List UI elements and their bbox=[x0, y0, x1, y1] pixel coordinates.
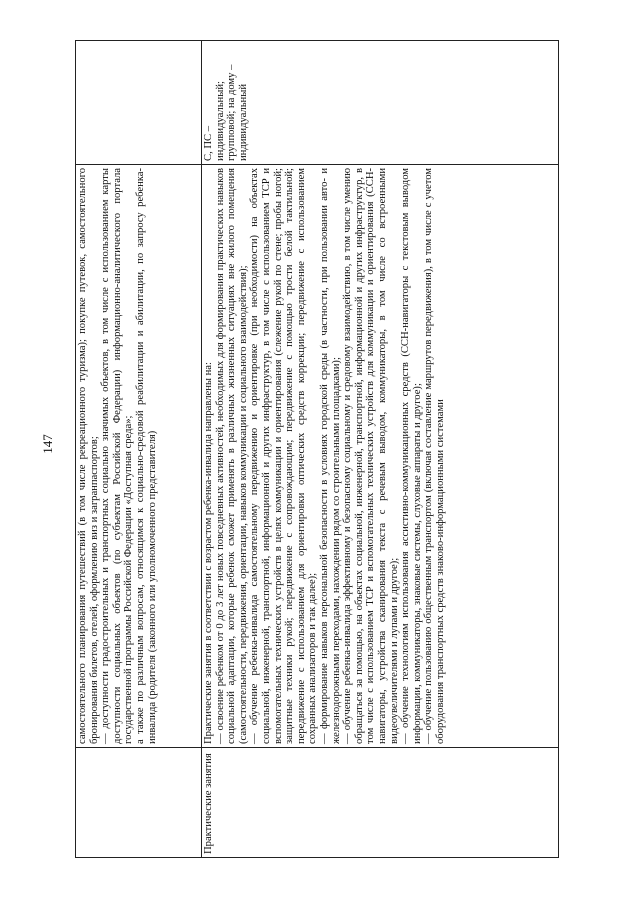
paragraph: — обучение пользованию общественным транспортом (включая составление маршрутов передвижения), в том числе с учетом оборудования транспортных средств знаково-информационными системами bbox=[423, 168, 446, 744]
paragraph: — доступности градостроительных и транспортных социально значимых объектов, в том числе с использованием карты доступности социальных объектов (по субъектам Российской Федерации) информационно-аналитического портала государственной программы Российской Федерации «Доступная среда»; bbox=[100, 168, 135, 744]
paragraph: — обучение технологиям использования ассистивно-коммуникационных средств (ССН-навигаторы с текстовым выводом информации, коммуникаторы, знаковые системы, слуховые аппараты и другое); bbox=[400, 168, 423, 744]
table-row bbox=[75, 40, 202, 858]
content-cell bbox=[76, 164, 201, 747]
paragraph: самостоятельного планирования путешествий (в том числе рекреационного туризма); покупке путевок, самостоятельного бронирования билетов, отелей, оформлению виз и загранпаспортов; bbox=[77, 168, 100, 744]
table-row bbox=[202, 40, 559, 858]
subject-cell bbox=[76, 747, 201, 857]
subject-cell: Практические занятия bbox=[202, 747, 558, 857]
paragraph: — освоение ребенком от 0 до 3 лет новых повседневных активностей, необходимых для формирования практических навыков социальной адаптации, которые ребенок сможет применять в различных жизненных ситуациях вне жилого помещения (самостоятельности, передвижения, ориентации, навыков коммуникации и социального взаимодействия); bbox=[214, 168, 249, 744]
form-cell: С, ПС – индивидуальный; групповой; на дому – индивидуальный bbox=[203, 64, 249, 161]
paragraph: — формирование навыков персональной безопасности в условиях городской среды (в частности, при пользовании авто- и железнодорожными переходами, нахождении рядом со строительными площадками); bbox=[318, 168, 342, 744]
paragraph: Практические занятия в соответствии с возрастом ребенка-инвалида направлены на: bbox=[203, 362, 214, 744]
rotated-table bbox=[75, 40, 559, 858]
page-number: 147 bbox=[40, 434, 55, 454]
form-cell bbox=[76, 41, 201, 164]
paragraph: — обучение ребенка-инвалида эффективному и безопасному социальному и средовому взаимодействию, в том числе умению обращаться за помощью, на объектах социальной, инженерной, транспортной, информационной и других инфраструктур, в том числе с использованием ТСР и вспомогательных технических устройств для коммуникации и ориентирования (ССН-навигаторы, устройства сканирования текста с речевым выводом, коммуникаторы, в том числе со встроенными видеоувеличителями и лупами и другое); bbox=[342, 168, 400, 744]
content-cell bbox=[202, 164, 558, 747]
paragraph: а также по различным вопросам, относящимся к социально-средовой реабилитации и абилитации, по запросу ребенка-инвалида (родителя (законного или уполномоченного представителя) bbox=[134, 168, 158, 744]
paragraph: — обучение ребенка-инвалида самостоятельному передвижению и ориентировке (при необходимости) на объектах социальной, инженерной, транспортной, информационной и других инфраструктур, в том числе с использованием ТСР и вспомогательных технических устройств в целях коммуникации и ориентирования (слежение рукой по стене; пробы ногой; защитные техники рукой; передвижение с сопровождающим; передвижение с помощью трости белой тактильной; передвижение с использованием для ориентировки оптических средств коррекции; передвижение с использованием сохранных анализаторов и так далее); bbox=[249, 168, 319, 744]
